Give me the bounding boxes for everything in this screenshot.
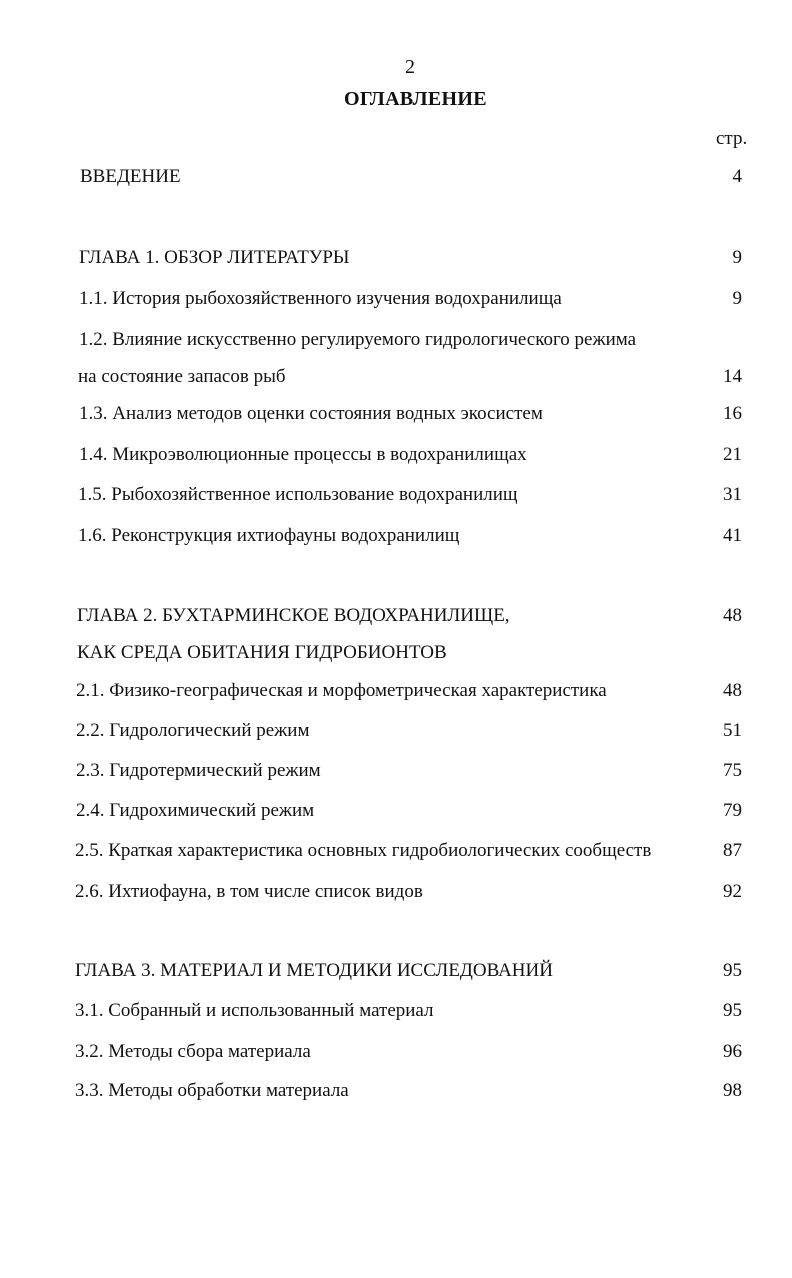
- toc-entry[interactable]: ВВЕДЕНИЕ: [80, 166, 181, 187]
- toc-page-number: 75: [723, 760, 742, 781]
- toc-page-number: 95: [723, 960, 742, 981]
- toc-page-number: 9: [732, 247, 742, 268]
- toc-page-number: 9: [732, 288, 742, 309]
- toc-page-number: 14: [723, 366, 742, 387]
- toc-entry[interactable]: 1.6. Реконструкция ихтиофауны водохранилищ: [78, 525, 460, 546]
- toc-entry-continuation[interactable]: на состояние запасов рыб: [78, 366, 286, 387]
- toc-entry[interactable]: 1.1. История рыбохозяйственного изучения водохранилища: [79, 288, 562, 309]
- toc-page-number: 51: [723, 720, 742, 741]
- toc-entry[interactable]: 3.2. Методы сбора материала: [75, 1041, 311, 1062]
- toc-page-number: 98: [723, 1080, 742, 1101]
- toc-entry[interactable]: 2.4. Гидрохимический режим: [76, 800, 315, 821]
- toc-entry[interactable]: 3.3. Методы обработки материала: [75, 1080, 349, 1101]
- toc-page-number: 31: [723, 484, 742, 505]
- toc-page-number: 95: [723, 1000, 742, 1021]
- toc-page-number: 96: [723, 1041, 742, 1062]
- toc-entry[interactable]: ГЛАВА 3. МАТЕРИАЛ И МЕТОДИКИ ИССЛЕДОВАНИЙ: [75, 960, 553, 981]
- toc-entry[interactable]: 1.4. Микроэволюционные процессы в водохранилищах: [79, 444, 527, 465]
- toc-page-number: 4: [732, 166, 742, 187]
- toc-page-number: 48: [723, 680, 742, 701]
- toc-entry[interactable]: 2.3. Гидротермический режим: [76, 760, 321, 781]
- toc-entry-continuation[interactable]: КАК СРЕДА ОБИТАНИЯ ГИДРОБИОНТОВ: [77, 642, 447, 663]
- toc-page-number: 87: [723, 840, 742, 861]
- toc-page-number: 16: [723, 403, 742, 424]
- toc-page-number: 92: [723, 881, 742, 902]
- toc-entry[interactable]: 2.6. Ихтиофауна, в том числе список видов: [75, 881, 423, 902]
- toc-entry[interactable]: 3.1. Собранный и использованный материал: [75, 1000, 434, 1021]
- toc-entry[interactable]: 1.3. Анализ методов оценки состояния водных экосистем: [79, 403, 543, 424]
- toc-page-number: 48: [723, 605, 742, 626]
- toc-entry[interactable]: 2.2. Гидрологический режим: [76, 720, 310, 741]
- toc-entry[interactable]: 1.5. Рыбохозяйственное использование водохранилищ: [78, 484, 518, 505]
- toc-entry[interactable]: 1.2. Влияние искусственно регулируемого гидрологического режима: [79, 329, 637, 350]
- toc-entry[interactable]: 2.5. Краткая характеристика основных гидробиологических сообществ: [75, 840, 652, 861]
- page-number: 2: [405, 56, 415, 78]
- page-title: ОГЛАВЛЕНИЕ: [344, 88, 487, 110]
- toc-page-number: 21: [723, 444, 742, 465]
- toc-entry[interactable]: ГЛАВА 1. ОБЗОР ЛИТЕРАТУРЫ: [79, 247, 350, 268]
- toc-entry[interactable]: ГЛАВА 2. БУХТАРМИНСКОЕ ВОДОХРАНИЛИЩЕ,: [77, 605, 510, 626]
- toc-page-number: 41: [723, 525, 742, 546]
- toc-page-number: 79: [723, 800, 742, 821]
- toc-entry[interactable]: 2.1. Физико-географическая и морфометрическая характеристика: [76, 680, 607, 701]
- page-column-label: стр.: [716, 128, 748, 149]
